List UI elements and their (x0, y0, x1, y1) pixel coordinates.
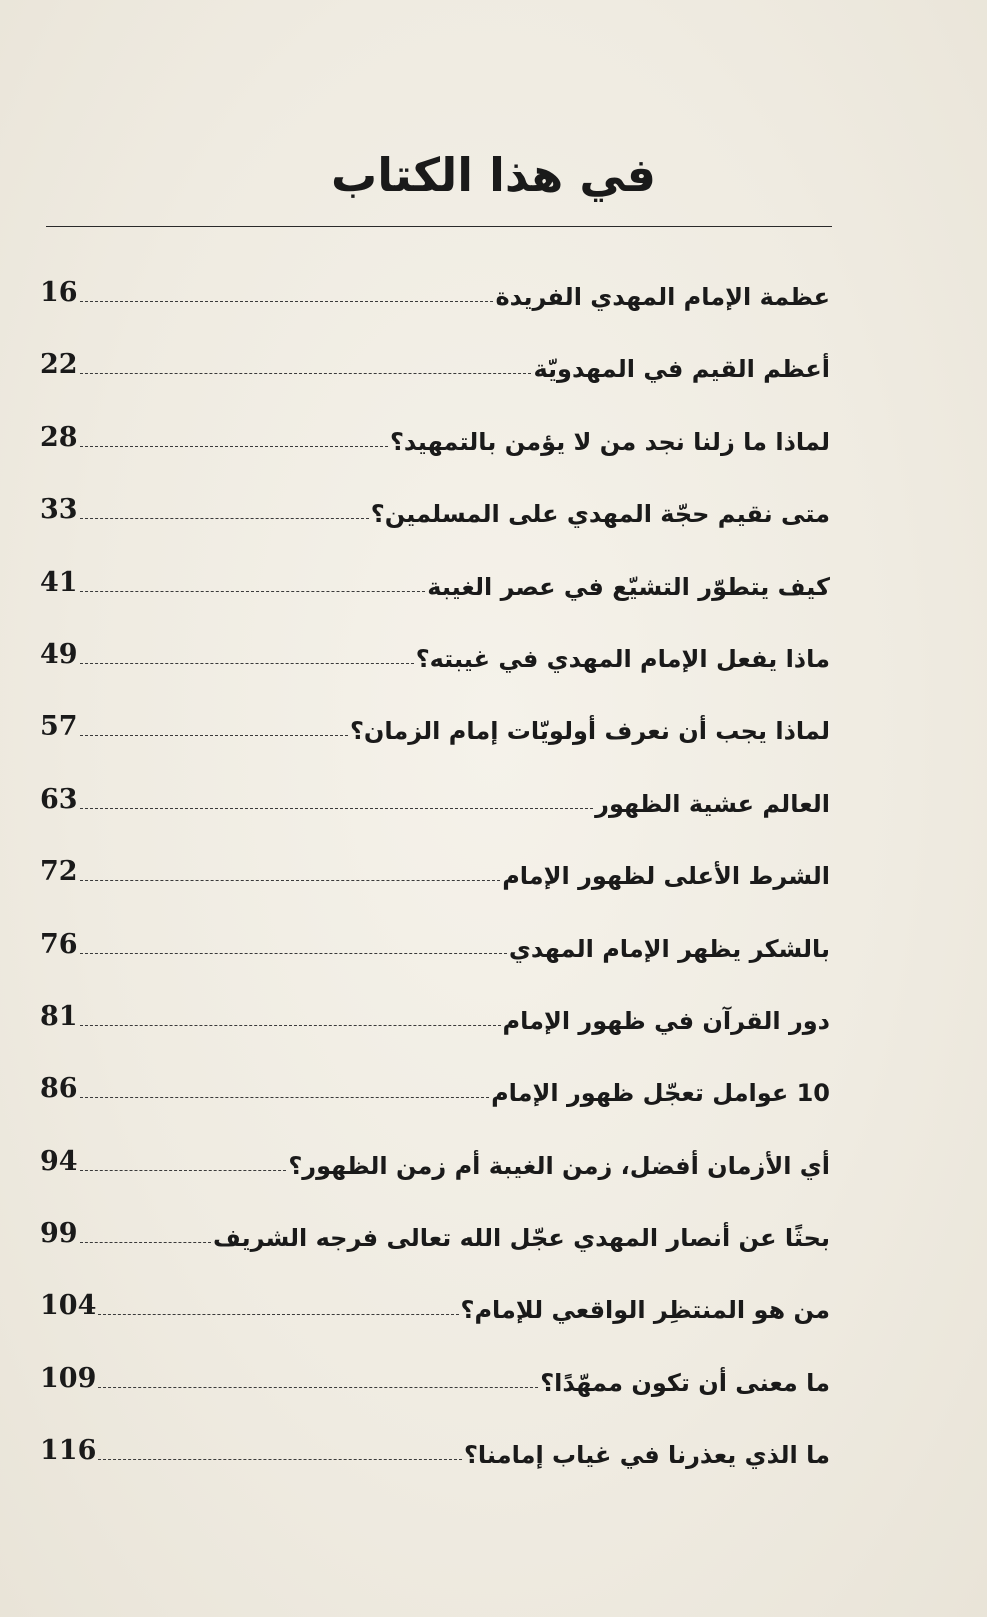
toc-entry-title: أعظم القيم في المهدويّة (533, 355, 830, 384)
toc-dotted-leader (80, 854, 501, 881)
toc-entry (40, 347, 830, 419)
toc-entry (40, 565, 830, 637)
toc-dotted-leader (80, 1216, 211, 1243)
toc-dotted-leader (80, 782, 594, 809)
toc-dotted-leader (98, 1361, 538, 1388)
toc-entry (40, 637, 830, 709)
toc-entry (40, 1288, 830, 1360)
toc-entry (40, 854, 830, 926)
title-divider (46, 226, 832, 227)
toc-page-number: 72 (40, 856, 78, 888)
toc-dotted-leader (80, 565, 426, 592)
toc-entry-title: ما معنى أن تكون ممهّدًا؟ (540, 1368, 830, 1397)
toc-page-number: 33 (40, 494, 78, 526)
toc-entry-title: بحثًا عن أنصار المهدي عجّل الله تعالى فرجه الشريف (213, 1224, 830, 1253)
toc-entry (40, 782, 830, 854)
toc-page-number: 49 (40, 638, 78, 670)
toc-entry-title: أي الأزمان أفضل، زمن الغيبة أم زمن الظهور؟ (288, 1151, 830, 1180)
toc-page-number: 28 (40, 421, 78, 453)
toc-dotted-leader (80, 709, 348, 736)
toc-dotted-leader (80, 927, 507, 954)
toc-dotted-leader (80, 999, 501, 1026)
toc-dotted-leader (80, 1144, 287, 1171)
toc-page-number: 76 (40, 928, 78, 960)
toc-entry (40, 709, 830, 781)
table-of-contents (40, 275, 830, 1506)
toc-entry-title: الشرط الأعلى لظهور الإمام (502, 862, 830, 891)
toc-entry (40, 420, 830, 492)
toc-page-number: 116 (40, 1435, 97, 1467)
toc-dotted-leader (98, 1433, 462, 1460)
toc-entry-title: لماذا يجب أن نعرف أولويّات إمام الزمان؟ (349, 717, 830, 746)
toc-entry-title: متى نقيم حجّة المهدي على المسلمين؟ (370, 500, 830, 529)
toc-page-number: 16 (40, 277, 78, 308)
toc-entry (40, 275, 830, 347)
toc-entry-title: العالم عشية الظهور (595, 789, 830, 818)
toc-entry-title: من هو المنتظِر الواقعي للإمام؟ (460, 1296, 830, 1325)
toc-entry (40, 1433, 830, 1505)
toc-page-number: 41 (40, 566, 78, 598)
toc-dotted-leader (80, 1071, 489, 1098)
toc-entry-title: كيف يتطوّر التشيّع في عصر الغيبة (427, 572, 830, 601)
toc-dotted-leader (80, 492, 369, 519)
toc-page-number: 22 (40, 349, 78, 381)
toc-entry-title: عظمة الإمام المهدي الفريدة (495, 283, 830, 311)
toc-entry-title: ماذا يفعل الإمام المهدي في غيبته؟ (415, 644, 830, 673)
toc-entry-title: ما الذي يعذرنا في غياب إمامنا؟ (463, 1441, 830, 1470)
toc-dotted-leader (80, 347, 532, 374)
toc-dotted-leader (80, 420, 388, 447)
toc-page-number: 99 (40, 1218, 78, 1250)
toc-entry-title: دور القرآن في ظهور الإمام (502, 1006, 830, 1035)
toc-page-number: 57 (40, 711, 78, 743)
toc-entry-title: 10 عوامل تعجّل ظهور الإمام (491, 1079, 830, 1108)
toc-entry-title: بالشكر يظهر الإمام المهدي (508, 934, 830, 963)
toc-entry (40, 1361, 830, 1433)
toc-dotted-leader (98, 1288, 458, 1315)
toc-entry (40, 492, 830, 564)
toc-page-number: 63 (40, 783, 78, 815)
toc-page-number: 94 (40, 1145, 78, 1177)
toc-entry (40, 999, 830, 1071)
toc-page-number: 86 (40, 1073, 78, 1105)
page-title: في هذا الكتاب (331, 148, 656, 202)
toc-entry (40, 1144, 830, 1216)
toc-entry (40, 1216, 830, 1288)
toc-page-number: 109 (40, 1362, 97, 1394)
toc-dotted-leader (80, 637, 414, 664)
toc-entry (40, 1071, 830, 1143)
toc-page-number: 81 (40, 1000, 78, 1032)
toc-page-number: 104 (40, 1290, 97, 1322)
toc-dotted-leader (80, 275, 494, 302)
toc-entry-title: لماذا ما زلنا نجد من لا يؤمن بالتمهيد؟ (389, 427, 830, 456)
toc-entry (40, 927, 830, 999)
